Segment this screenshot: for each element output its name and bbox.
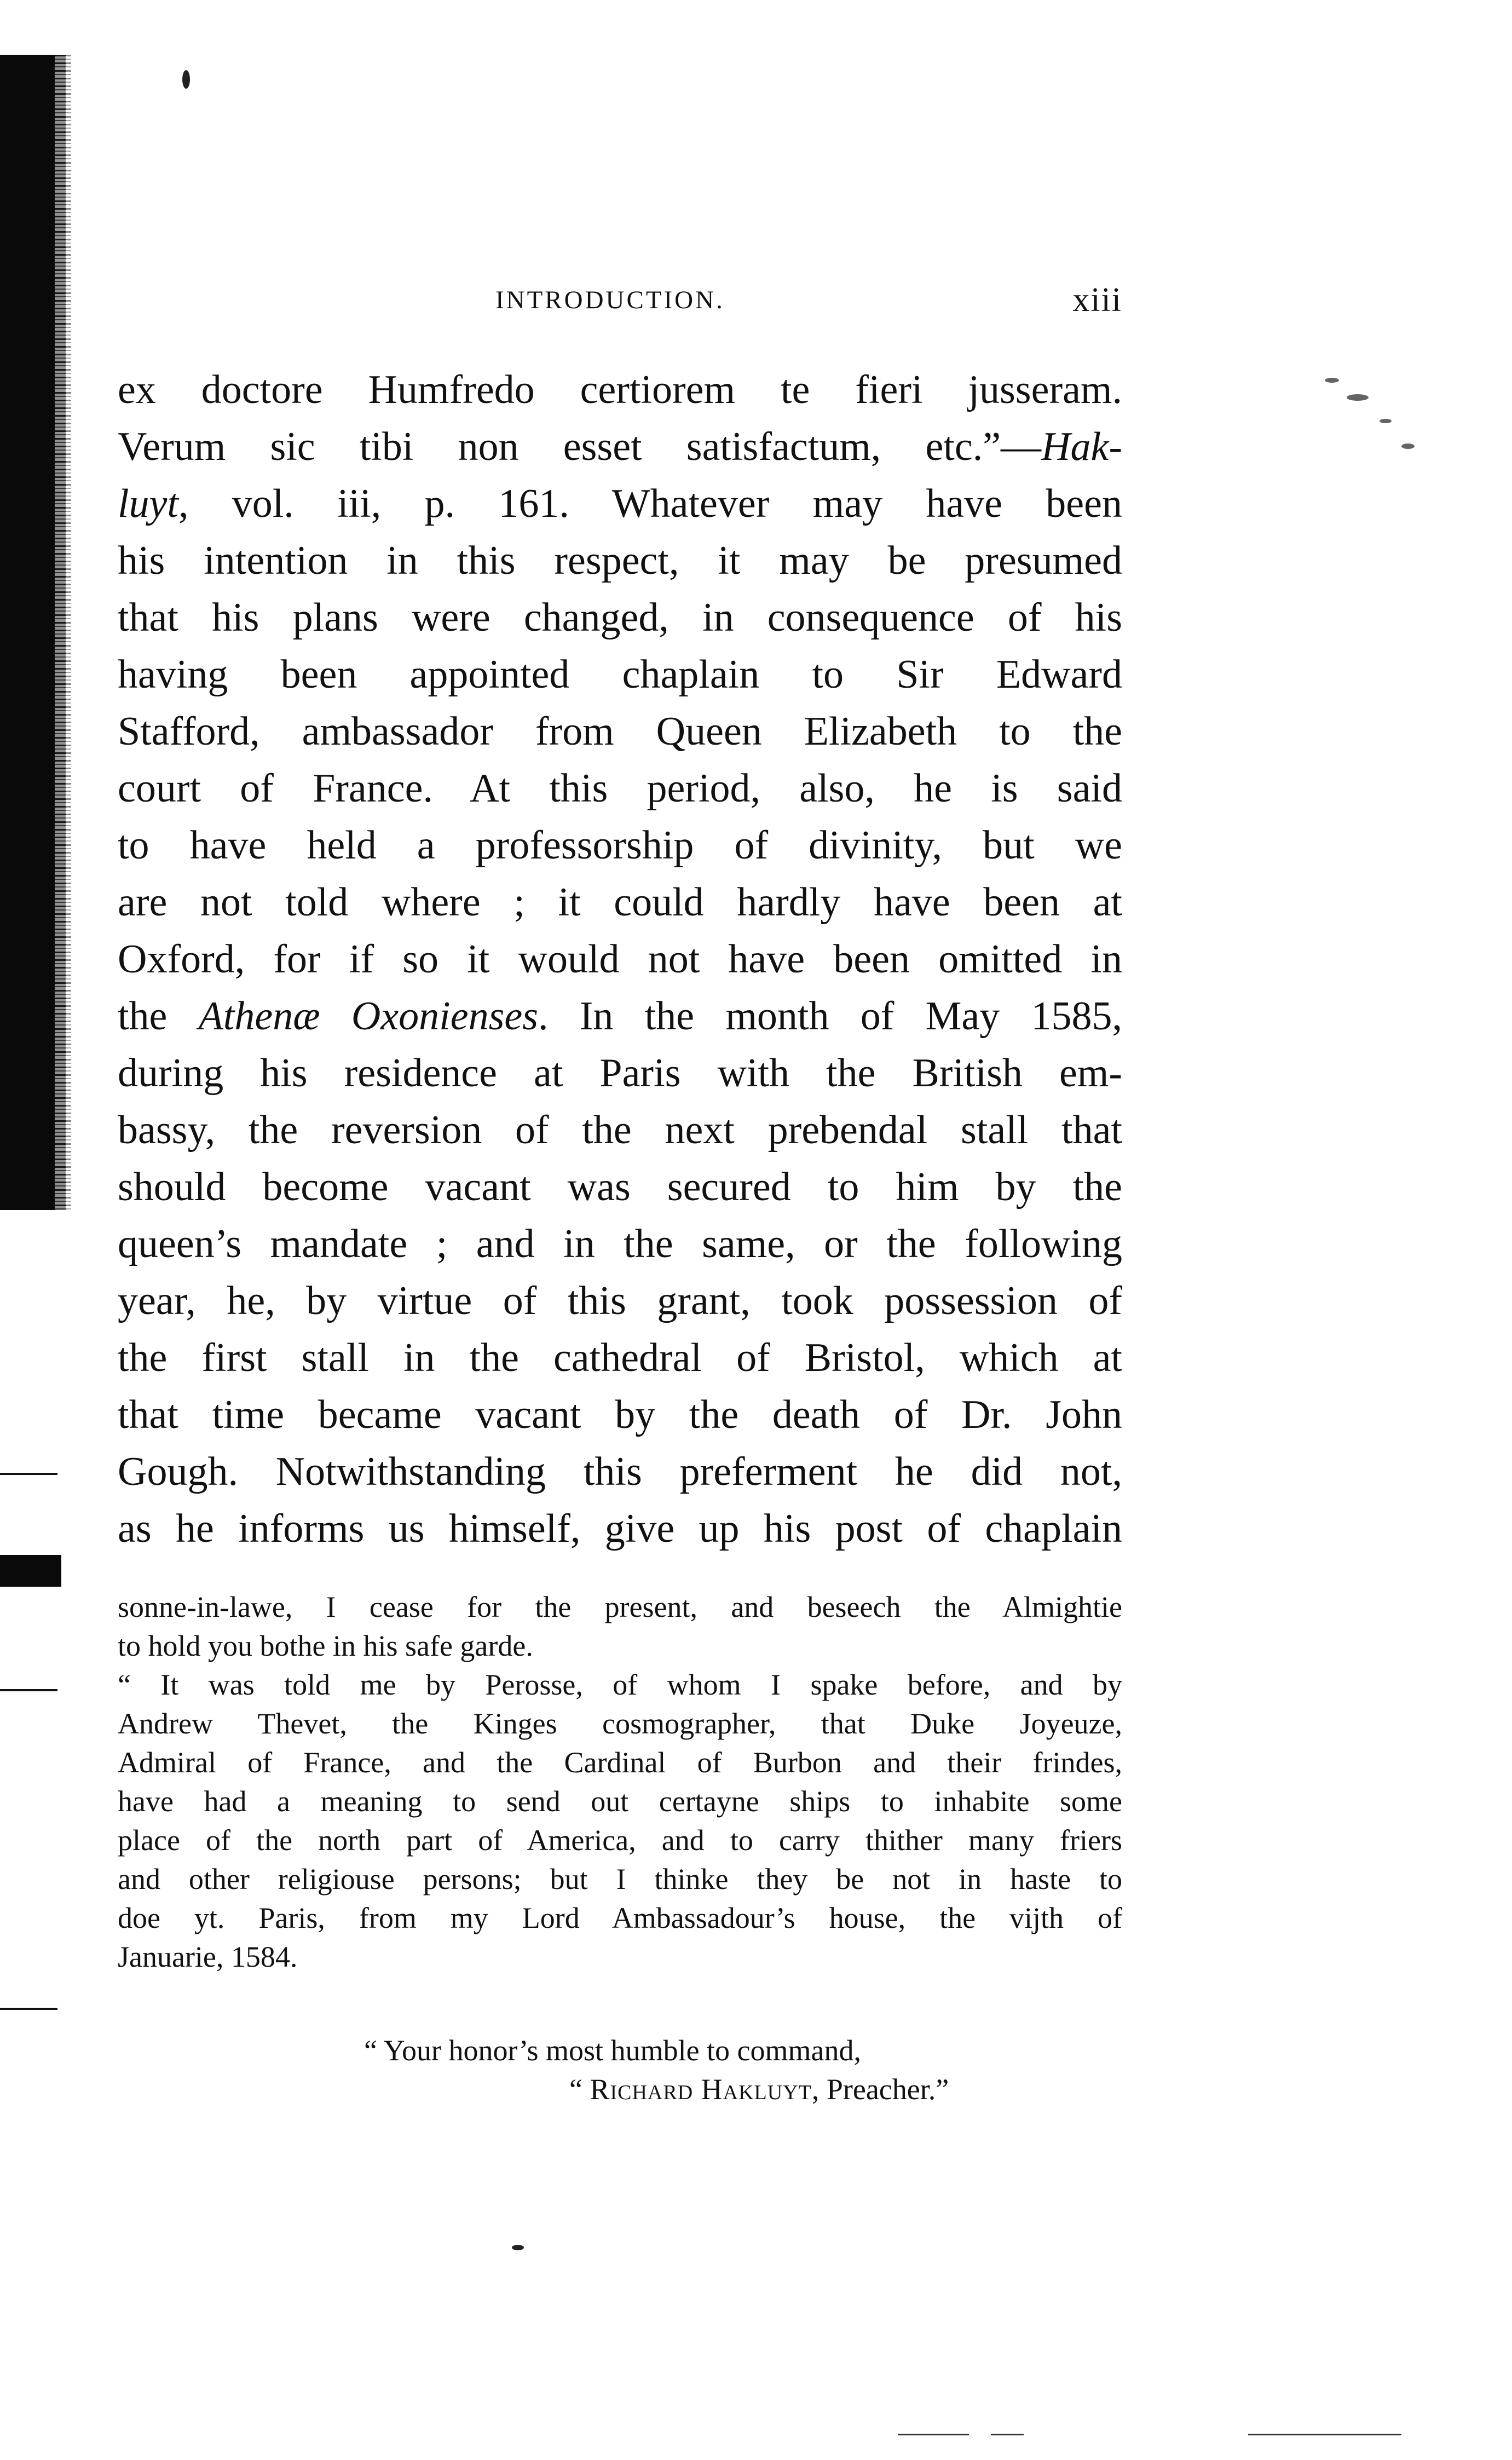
signatory-name: Richard Hakluyt bbox=[590, 2073, 812, 2106]
footnote-line: Januarie, 1584. bbox=[118, 1940, 298, 1973]
page-number: xiii bbox=[1072, 281, 1122, 319]
main-text bbox=[118, 361, 1122, 1557]
text-line bbox=[118, 475, 1122, 532]
text-line: court of France. At this period, also, he is said bbox=[118, 766, 1122, 811]
signoff-signature bbox=[569, 2070, 949, 2109]
footnote-line: sonne-in-lawe, I cease for the present, and beseech the Almightie bbox=[118, 1591, 1122, 1623]
text-span: , Preacher.” bbox=[811, 2073, 949, 2106]
text-line: that time became vacant by the death of Dr. John bbox=[118, 1392, 1122, 1437]
footnote-line: Andrew Thevet, the Kinges cosmographer, that Duke Joyeuze, bbox=[118, 1707, 1122, 1740]
binding-edge-shadow bbox=[0, 55, 66, 1210]
footnote-line: to hold you bothe in his safe garde. bbox=[118, 1629, 533, 1662]
text-line: should become vacant was secured to him by the bbox=[118, 1165, 1122, 1209]
ink-speck bbox=[512, 2245, 524, 2250]
text-line: Stafford, ambassador from Queen Elizabeth to the bbox=[118, 709, 1122, 754]
text-line: during his residence at Paris with the British em- bbox=[118, 1051, 1122, 1096]
scan-line bbox=[898, 2434, 969, 2435]
footnote-line: doe yt. Paris, from my Lord Ambassadour’s house, the vijth of bbox=[118, 1902, 1122, 1934]
footnote-line: have had a meaning to send out certayne ships to inhabite some bbox=[118, 1785, 1122, 1818]
binding-edge-mark bbox=[0, 1555, 61, 1587]
text-line: queen’s mandate ; and in the same, or the following bbox=[118, 1222, 1122, 1266]
footnote-line: “ It was told me by Perosse, of whom I spake before, and by bbox=[118, 1668, 1122, 1701]
page-header bbox=[118, 278, 1122, 322]
text-line: bassy, the reversion of the next prebendal stall that bbox=[118, 1108, 1122, 1153]
text-line: Oxford, for if so it would not have been omitted in bbox=[118, 937, 1122, 982]
text-line: that his plans were changed, in consequence of his bbox=[118, 595, 1122, 640]
ink-speck bbox=[1380, 419, 1392, 423]
footnote-block bbox=[118, 1588, 1122, 1977]
text-span: “ bbox=[569, 2073, 590, 2106]
footnote-line: and other religiouse persons; but I thinke they be not in haste to bbox=[118, 1863, 1122, 1896]
text-line: having been appointed chaplain to Sir Edward bbox=[118, 652, 1122, 697]
text-span: the bbox=[118, 994, 199, 1039]
scan-line bbox=[991, 2434, 1024, 2435]
ink-speck bbox=[1347, 394, 1369, 401]
text-line: his intention in this respect, it may be presumed bbox=[118, 538, 1122, 583]
ink-speck bbox=[182, 70, 190, 89]
italic-span: Athenæ Oxonienses bbox=[198, 994, 539, 1039]
text-line: year, he, by virtue of this grant, took possession of bbox=[118, 1278, 1122, 1323]
signoff-closing: “ Your honor’s most humble to command, bbox=[364, 2034, 861, 2067]
margin-rule bbox=[0, 1473, 57, 1475]
text-line: the first stall in the cathedral of Bristol, which at bbox=[118, 1335, 1122, 1380]
text-line: as he informs us himself, give up his post of chaplain bbox=[118, 1506, 1122, 1551]
text-span: Verum sic tibi non esset satisfactum, etc.”— bbox=[118, 424, 1042, 469]
text-line bbox=[118, 988, 1122, 1045]
text-line: ex doctore Humfredo certiorem te fieri jusseram. bbox=[118, 367, 1122, 412]
footnote-line: place of the north part of America, and to carry thither many friers bbox=[118, 1824, 1122, 1857]
text-line: are not told where ; it could hardly have been at bbox=[118, 880, 1122, 925]
scan-line bbox=[1248, 2434, 1401, 2435]
text-line bbox=[118, 418, 1122, 475]
italic-span: Hak- bbox=[1041, 424, 1122, 469]
margin-rule bbox=[0, 1689, 57, 1691]
margin-rule bbox=[0, 2008, 57, 2010]
text-line: Gough. Notwithstanding this preferment he did not, bbox=[118, 1449, 1122, 1494]
ink-speck bbox=[1325, 378, 1339, 383]
footnote-line: Admiral of France, and the Cardinal of Burbon and their frindes, bbox=[118, 1746, 1122, 1779]
text-line: to have held a professorship of divinity, but we bbox=[118, 823, 1122, 868]
running-head: INTRODUCTION. bbox=[495, 286, 725, 314]
ink-speck bbox=[1401, 443, 1415, 449]
italic-span: luyt bbox=[118, 481, 178, 526]
text-span: , vol. iii, p. 161. Whatever may have been bbox=[178, 481, 1122, 526]
text-span: . In the month of May 1585, bbox=[538, 994, 1123, 1039]
